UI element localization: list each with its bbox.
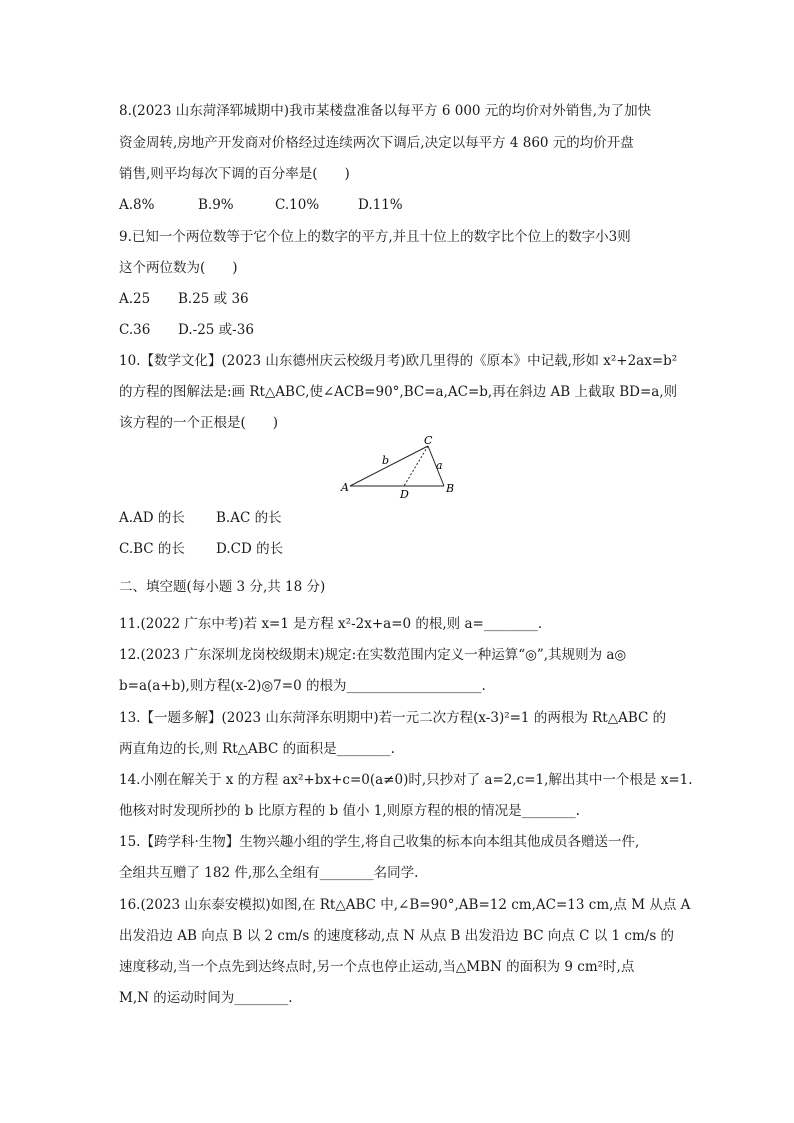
q8-option-a: A.8% <box>119 197 155 213</box>
q10-text-line3: 该方程的一个正根是( ) <box>119 415 279 431</box>
q14-text-line1: 14.小刚在解关于 x 的方程 ax²+bx+c=0(a≠0)时,只抄对了 a=2,c=1,解出其中一个根是 x=1. <box>119 772 693 788</box>
q9-option-c: C.36 <box>119 322 151 338</box>
q9-option-a: A.25 <box>119 291 151 307</box>
label-a-vertex: A <box>341 481 349 494</box>
q9-text-line2: 这个两位数为( ) <box>119 260 238 276</box>
q8-option-b: B.9% <box>198 197 234 213</box>
q16-text-line3: 速度移动,当一个点先到达终点时,另一个点也停止运动,当△MBN 的面积为 9 cm²时,点 <box>119 959 635 975</box>
q13-text-line2: 两直角边的长,则 Rt△ABC 的面积是________. <box>119 741 395 757</box>
q16-text-line2: 出发沿边 AB 向点 B 以 2 cm/s 的速度移动,点 N 从点 B 出发沿边 BC 向点 C 以 1 cm/s 的 <box>119 928 675 944</box>
q12-text-line1: 12.(2023 广东深圳龙岗校级期末)规定:在实数范围内定义一种运算“◎”,其规则为 a◎ <box>119 647 627 663</box>
q10-option-b: B.AC 的长 <box>216 510 282 526</box>
q15-text-line1: 15.【跨学科·生物】生物兴趣小组的学生,将自己收集的标本向本组其他成员各赠送一件, <box>119 834 640 850</box>
q15-text-line2: 全组共互赠了 182 件,那么全组有________名同学. <box>119 865 419 881</box>
q8-option-c: C.10% <box>275 197 320 213</box>
q8-option-d: D.11% <box>358 197 403 213</box>
q12-text-line2: b=a(a+b),则方程(x-2)◎7=0 的根为____________________. <box>119 678 486 694</box>
q9-option-d: D.-25 或-36 <box>178 322 254 338</box>
q11-text: 11.(2022 广东中考)若 x=1 是方程 x²-2x+a=0 的根,则 a=________. <box>119 616 543 632</box>
label-a-side: a <box>436 459 443 472</box>
q13-text-line1: 13.【一题多解】(2023 山东菏泽东明期中)若一元二次方程(x-3)²=1 的两根为 Rt△ABC 的 <box>119 710 667 726</box>
q10-text-line1: 10.【数学文化】(2023 山东德州庆云校级月考)欧几里得的《原本》中记载,形如 x²+2ax=b² <box>119 353 678 369</box>
q10-text-line2: 的方程的图解法是:画 Rt△ABC,使∠ACB=90°,BC=a,AC=b,再在斜边 AB 上截取 BD=a,则 <box>119 384 678 400</box>
q10-option-c: C.BC 的长 <box>119 541 185 557</box>
q14-text-line2: 他核对时发现所抄的 b 比原方程的 b 值小 1,则原方程的根的情况是________. <box>119 803 580 819</box>
label-d-point: D <box>400 488 409 500</box>
q8-text-line3: 销售,则平均每次下调的百分率是( ) <box>119 166 350 182</box>
label-b-side: b <box>382 454 390 467</box>
q16-text-line1: 16.(2023 山东泰安模拟)如图,在 Rt△ABC 中,∠B=90°,AB=12 cm,AC=13 cm,点 M 从点 A <box>119 897 691 913</box>
section-heading-fill-in: 二、填空题(每小题 3 分,共 18 分) <box>119 579 326 595</box>
q9-option-b: B.25 或 36 <box>178 291 249 307</box>
q10-option-a: A.AD 的长 <box>119 510 185 526</box>
q8-text-line1: 8.(2023 山东菏泽郓城期中)我市某楼盘准备以每平方 6 000 元的均价对外销售,为了加快 <box>119 103 652 119</box>
q16-text-line4: M,N 的运动时间为________. <box>119 990 293 1006</box>
label-b-vertex: B <box>446 482 455 495</box>
triangle-diagram <box>340 436 460 500</box>
q8-text-line2: 资金周转,房地产开发商对价格经过连续两次下调后,决定以每平方 4 860 元的均价开盘 <box>119 135 634 151</box>
q10-option-d: D.CD 的长 <box>216 541 284 557</box>
label-c-vertex: C <box>424 436 433 447</box>
q9-text-line1: 9.已知一个两位数等于它个位上的数字的平方,并且十位上的数字比个位上的数字小3则 <box>119 229 631 245</box>
